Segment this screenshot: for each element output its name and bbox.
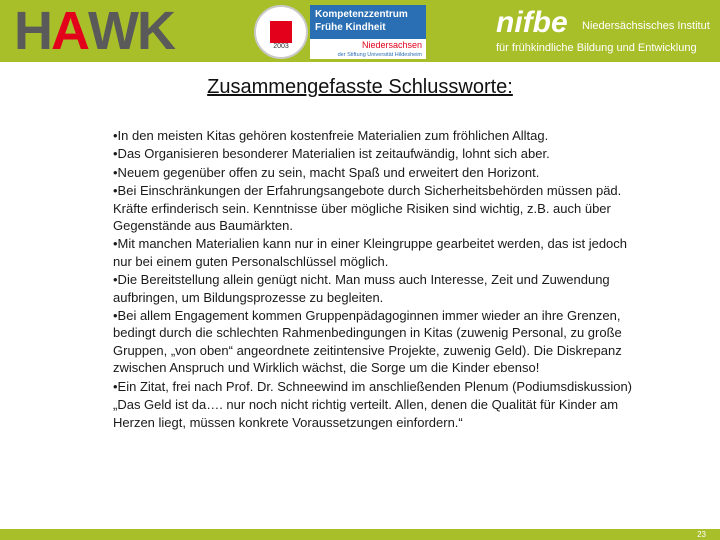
kfk-line1: Kompetenzzentrum [315, 9, 408, 20]
kfk-logo-title [310, 5, 426, 39]
nifbe-tagline-1: Niedersächsisches Institut [582, 20, 710, 32]
bullet-list [113, 127, 635, 432]
hawk-logo-accent: A [51, 1, 88, 61]
bullet-item: •Das Organisieren besonderer Materialien ist zeitaufwändig, lohnt sich aber. [113, 146, 550, 162]
quote-item: „Das Geld ist da…. nur noch nicht richtig verteilt. Allen, denen die Qualität für Kinder am Herzen liegt, müssen konkrete Voraussetzungen einfordern.“ [113, 397, 619, 430]
bullet-item: •Ein Zitat, frei nach Prof. Dr. Schneewind im anschließenden Plenum (Podiumsdiskussion) [113, 378, 633, 394]
kfk-line4: der Stiftung Universität Hildesheim [337, 52, 422, 58]
slide-title: Zusammengefasste Schlussworte: [207, 76, 513, 98]
nifbe-logo [496, 6, 710, 58]
bullet-item: •Mit manchen Materialien kann nur in einer Kleingruppe gearbeitet werden, das ist jedoch nur bei einem guten Personalschlüssel möglich. [113, 236, 628, 269]
kfk-logo [310, 5, 426, 59]
footer-bar [0, 529, 720, 540]
hawk-logo [14, 1, 174, 61]
bullet-item: •Die Bereitstellung allein genügt nicht. Man muss auch Interesse, Zeit und Zuwendung aufbringen, um Bildungsprozesse zu begleiten. [113, 272, 610, 305]
bullet-item: •Bei allem Engagement kommen Gruppenpädagoginnen immer wieder an ihre Grenzen, bedingt durch die schlechten Rahmenbedingungen in Kitas (zuwenig Personal, zu große Gruppen, „von oben“ angeordnete zeitintensive Projekte, zuwenig Geld). Die Diskrepanz zwischen Anspruch und Wirklich wächst, die Sorge um die Kinder ebenso! [113, 308, 622, 376]
hawk-logo-part1: H [14, 1, 51, 61]
seal-year: 2003 [273, 43, 289, 50]
bullet-item: •Bei Einschränkungen der Erfahrungsangebote durch Sicherheitsbehörden müssen päd. Kräfte erfinderisch sein. Kenntnisse über mögliche Risiken sind wichtig, z.B. auch über Gegenstände aus Baumärkten. [113, 183, 622, 234]
page-number: 23 [697, 530, 706, 539]
bullet-item: •Neuem gegenüber offen zu sein, macht Spaß und erweitert den Horizont. [113, 164, 540, 180]
hawk-logo-part2: WK [88, 1, 174, 61]
bullet-item: •In den meisten Kitas gehören kostenfreie Materialien zum fröhlichen Alltag. [113, 128, 549, 143]
seal-emblem [270, 21, 292, 43]
header-bar [0, 0, 720, 62]
kfk-line2: Frühe Kindheit [315, 22, 386, 33]
university-seal-logo [254, 5, 308, 59]
nifbe-wordmark: nifbe [496, 6, 568, 39]
nifbe-tagline-2: für frühkindliche Bildung und Entwicklung [496, 42, 697, 54]
kfk-line3: Niedersachsen [361, 40, 422, 50]
